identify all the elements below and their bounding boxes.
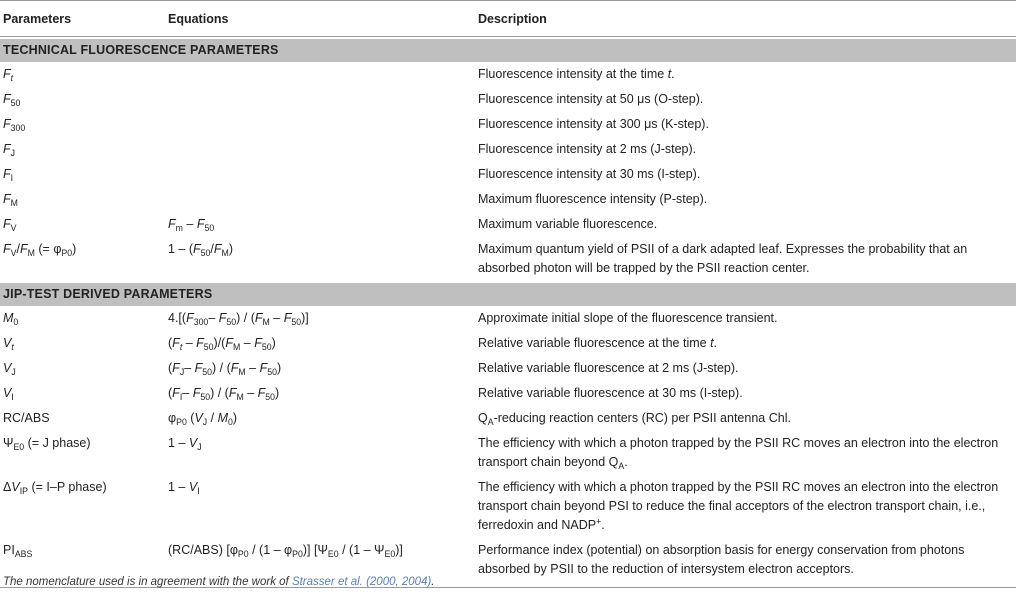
description-cell: Relative variable fluorescence at 30 ms (I-step). [478,386,743,400]
equation-cell: ($F_I-$ $F_{50}) / (F_M - F_{50})$ [168,386,280,403]
table-row [0,306,1016,331]
description-cell: The efficiency with which a photon trapped by the PSII RC moves an electron into the electron transport chain beyond $Q_A$. [478,436,999,472]
table-row [0,187,1016,212]
equation-cell: $\varphi_{P0}$ $(V_J / M_0)$ [168,411,238,428]
header-description: Description [475,1,1016,37]
param-cell: RC/ABS [3,411,50,425]
section-jip [0,283,1016,306]
equation-cell [165,187,475,212]
section-title: JIP-TEST DERIVED PARAMETERS [0,283,1016,306]
header-equations: Equations [165,1,475,37]
table-row [0,406,1016,431]
citation-link[interactable]: Strasser et al. (2000, 2004) [291,576,432,588]
param-cell: $F_M$ [3,192,18,209]
description-cell: Approximate initial slope of the fluorescence transient. [478,311,778,325]
description-cell: Fluorescence intensity at 300 μs (K-step). [478,117,709,131]
description-cell: The efficiency with which a photon trapped by the PSII RC moves an electron into the electron transport chain beyond PSI to reduce the final acceptors of the electron transport chain, i.e., ferredoxin and NADP+. [478,480,999,532]
param-cell: $F_V$ [3,217,17,234]
description-cell: Fluorescence intensity at the time t. [478,67,675,81]
table-row [0,87,1016,112]
table-row [0,356,1016,381]
table-row [0,162,1016,187]
param-cell: $\Psi_{E0}$ (= J phase) [3,436,91,453]
param-cell: $V_I$ [3,386,14,403]
equation-cell: (RC/ABS) $[\varphi_{P0} / (1 - \varphi_{P0})]$ $[\Psi_{E0} / (1 - \Psi_{E0})]$ [165,538,475,588]
description-cell: Fluorescence intensity at 30 ms (I-step). [478,167,701,181]
description-cell: Relative variable fluorescence at 2 ms (J-step). [478,361,739,375]
param-cell: $M_0$ [3,311,19,328]
description-cell: Maximum variable fluorescence. [478,217,658,231]
description-cell: Fluorescence intensity at 2 ms (J-step). [478,142,697,156]
table-row [0,237,1016,281]
equation-cell: $1 - V_I$ [168,480,200,497]
equation-cell: $F_m - F_{50}$ [168,217,215,234]
header-row [0,1,1016,37]
equation-cell [165,87,475,112]
param-cell: $F_{300}$ [3,117,26,134]
table-row [0,112,1016,137]
table-row [0,475,1016,538]
param-cell: $F_I$ [3,167,14,184]
table-row [0,212,1016,237]
param-cell: $F_t$ [3,67,14,84]
equation-cell: $4.[(F_{300}-$ $F_{50}) / (F_M - F_{50})$] [168,311,309,328]
equation-cell: $1 - (F_{50}/F_M)$ [168,242,233,259]
equation-cell: ($F_J-$ $F_{50}) / (F_M - F_{50})$ [168,361,282,378]
description-cell: $Q_A$-reducing reaction centers (RC) per PSII antenna Chl. [478,411,791,428]
description-cell: Maximum quantum yield of PSII of a dark adapted leaf. Expresses the probability that an absorbed photon will be trapped by the PSII reaction center. [478,242,968,275]
table-row [0,137,1016,162]
description-cell: Fluorescence intensity at 50 μs (O-step). [478,92,704,106]
equation-cell [165,162,475,187]
param-cell: $PI_{ABS}$ [0,538,165,588]
description-cell: Relative variable fluorescence at the time t. [478,336,718,350]
equation-cell [165,137,475,162]
table-row [0,331,1016,356]
equation-cell: $1 - V_J$ [168,436,202,453]
description-cell: Maximum fluorescence intensity (P-step). [478,192,708,206]
table-row [0,381,1016,406]
section-technical [0,39,1016,62]
param-cell: $F_V/F_M$ (= $\varphi_{P0}$) [3,242,77,259]
param-cell: $\Delta V_{IP}$ (= I–P phase) [3,480,107,497]
param-cell: $F_{50}$ [3,92,21,109]
header-parameters: Parameters [0,1,165,37]
description-cell: Performance index (potential) on absorption basis for energy conservation from photons absorbed by PSII to the reduction of intersystem electron acceptors. [475,538,1016,588]
section-title: TECHNICAL FLUORESCENCE PARAMETERS [0,39,1016,62]
equation-cell: $(F_t - F_{50})/(F_M - F_{50})$ [168,336,276,353]
equation-cell [165,112,475,137]
param-cell: $F_J$ [3,142,16,159]
equation-cell [165,62,475,87]
table-row [0,431,1016,475]
param-cell: $V_t$ [3,336,14,353]
table-row [0,62,1016,87]
table-footnote: The nomenclature used is in agreement with the work of Strasser et al. (2000, 2004). [3,576,435,588]
param-cell: $V_J$ [3,361,16,378]
